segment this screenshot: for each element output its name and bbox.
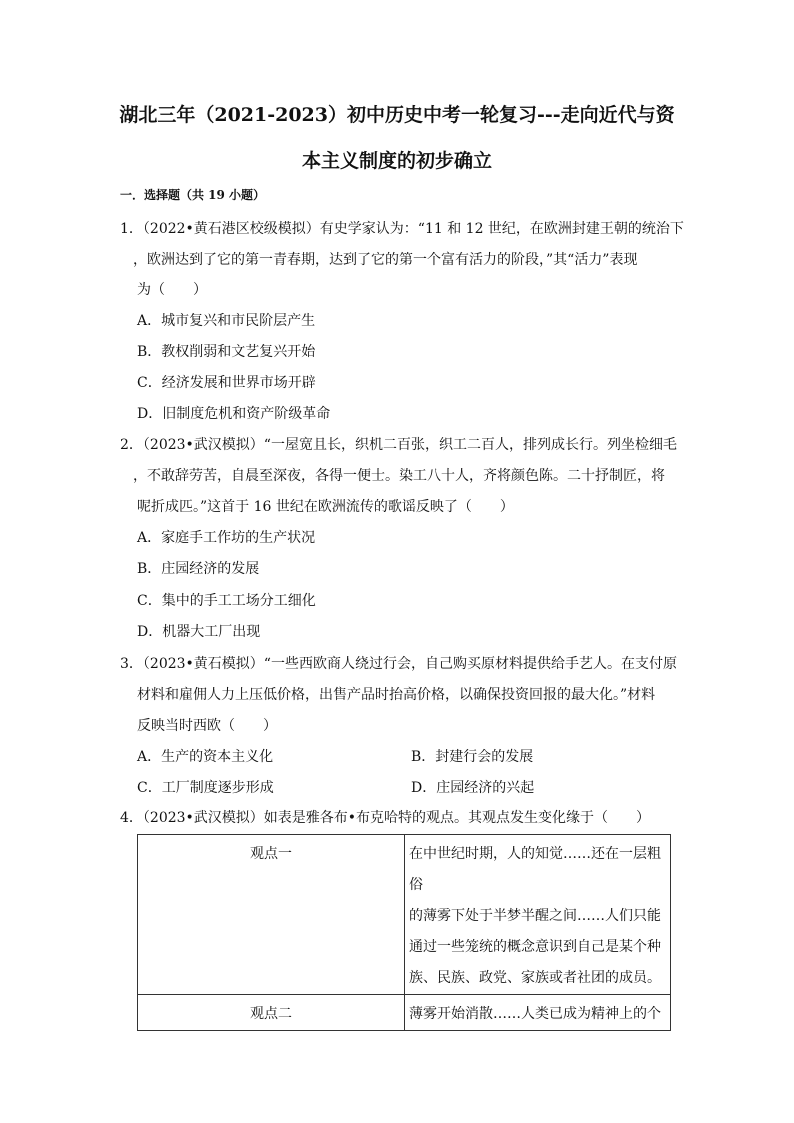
viewpoint-table: [137, 834, 671, 1031]
question-3-line-3: 反映当时西欧（ ）: [137, 718, 277, 734]
table-row-content: [405, 995, 671, 1031]
document-title: [100, 92, 694, 184]
question-4-line-1: 4．（2023•武汉模拟）如表是雅各布•布克哈特的观点。其观点发生变化缘于（ ）: [120, 810, 651, 826]
question-1-line-2: ，欧洲达到了它的第一青春期，达到了它的第一个富有活力的阶段，”其“活力”表现: [133, 252, 638, 268]
table-text-line: 薄雾开始消散……人类已成为精神上的个: [409, 1006, 661, 1022]
question-2-option-a[interactable]: A．家庭手工作坊的生产状况: [137, 530, 316, 546]
question-1-option-c[interactable]: C．经济发展和世界市场开辟: [137, 375, 316, 391]
question-3-line-2: 材料和雇佣人力上压低价格，出售产品时抬高价格，以确保投资回报的最大化。”材料: [137, 687, 656, 703]
question-2-line-3: 呢折成匹。”这首于 16 世纪在欧洲流传的歌谣反映了（ ）: [137, 499, 514, 515]
question-2-line-2: ，不敢辞劳苦，自晨至深夜，各得一便士。染工八十人，齐将颜色陈。二十抒制匠，将: [133, 468, 665, 484]
question-1-option-d[interactable]: D．旧制度危机和资产阶级革命: [137, 406, 331, 422]
question-2-option-b[interactable]: B．庄园经济的发展: [137, 561, 260, 577]
title-line-1: 湖北三年（2021-2023）初中历史中考一轮复习---走向近代与资: [119, 104, 675, 126]
table-row-label: 观点一: [138, 835, 405, 995]
table-row-content: [405, 835, 671, 995]
question-1-line-3: 为（ ）: [137, 282, 207, 298]
question-3-line-1: 3．（2023•黄石模拟）“一些西欧商人绕过行会，自己购买原材料提供给手艺人。在支付原: [120, 656, 677, 672]
question-2-line-1: 2．（2023•武汉模拟）“一屋宽且长，织机二百张，织工二百人，排列成长行。列坐检细毛: [120, 437, 677, 453]
table-text-line: 在中世纪时期，人的知觉……还在一层粗俗: [409, 846, 661, 893]
question-3-option-a[interactable]: A．生产的资本主义化: [137, 749, 274, 765]
question-1-option-a[interactable]: A．城市复兴和市民阶层产生: [137, 313, 316, 329]
question-2-option-d[interactable]: D．机器大工厂出现: [137, 624, 261, 640]
question-1-option-b[interactable]: B．教权削弱和文艺复兴开始: [137, 344, 316, 360]
question-3-option-c[interactable]: C．工厂制度逐步形成: [137, 780, 274, 796]
table-row: [138, 835, 671, 995]
question-3-option-d[interactable]: D．庄园经济的兴起: [411, 780, 535, 796]
table-text-line: 族、民族、政党、家族或者社团的成员。: [409, 970, 661, 986]
table-row-label: 观点二: [138, 995, 405, 1031]
question-1-line-1: 1．（2022•黄石港区校级模拟）有史学家认为：“11 和 12 世纪，在欧洲封建王朝的统治下: [120, 221, 684, 237]
table-row: [138, 995, 671, 1031]
table-text-line: 通过一些笼统的概念意识到自己是某个种: [409, 939, 661, 955]
table-text-line: 的薄雾下处于半梦半醒之间……人们只能: [409, 908, 661, 924]
title-line-2: 本主义制度的初步确立: [301, 150, 492, 172]
question-2-option-c[interactable]: C．集中的手工工场分工细化: [137, 593, 316, 609]
section-heading: 一．选择题（共 19 小题）: [120, 188, 266, 202]
question-3-option-b[interactable]: B．封建行会的发展: [411, 749, 534, 765]
